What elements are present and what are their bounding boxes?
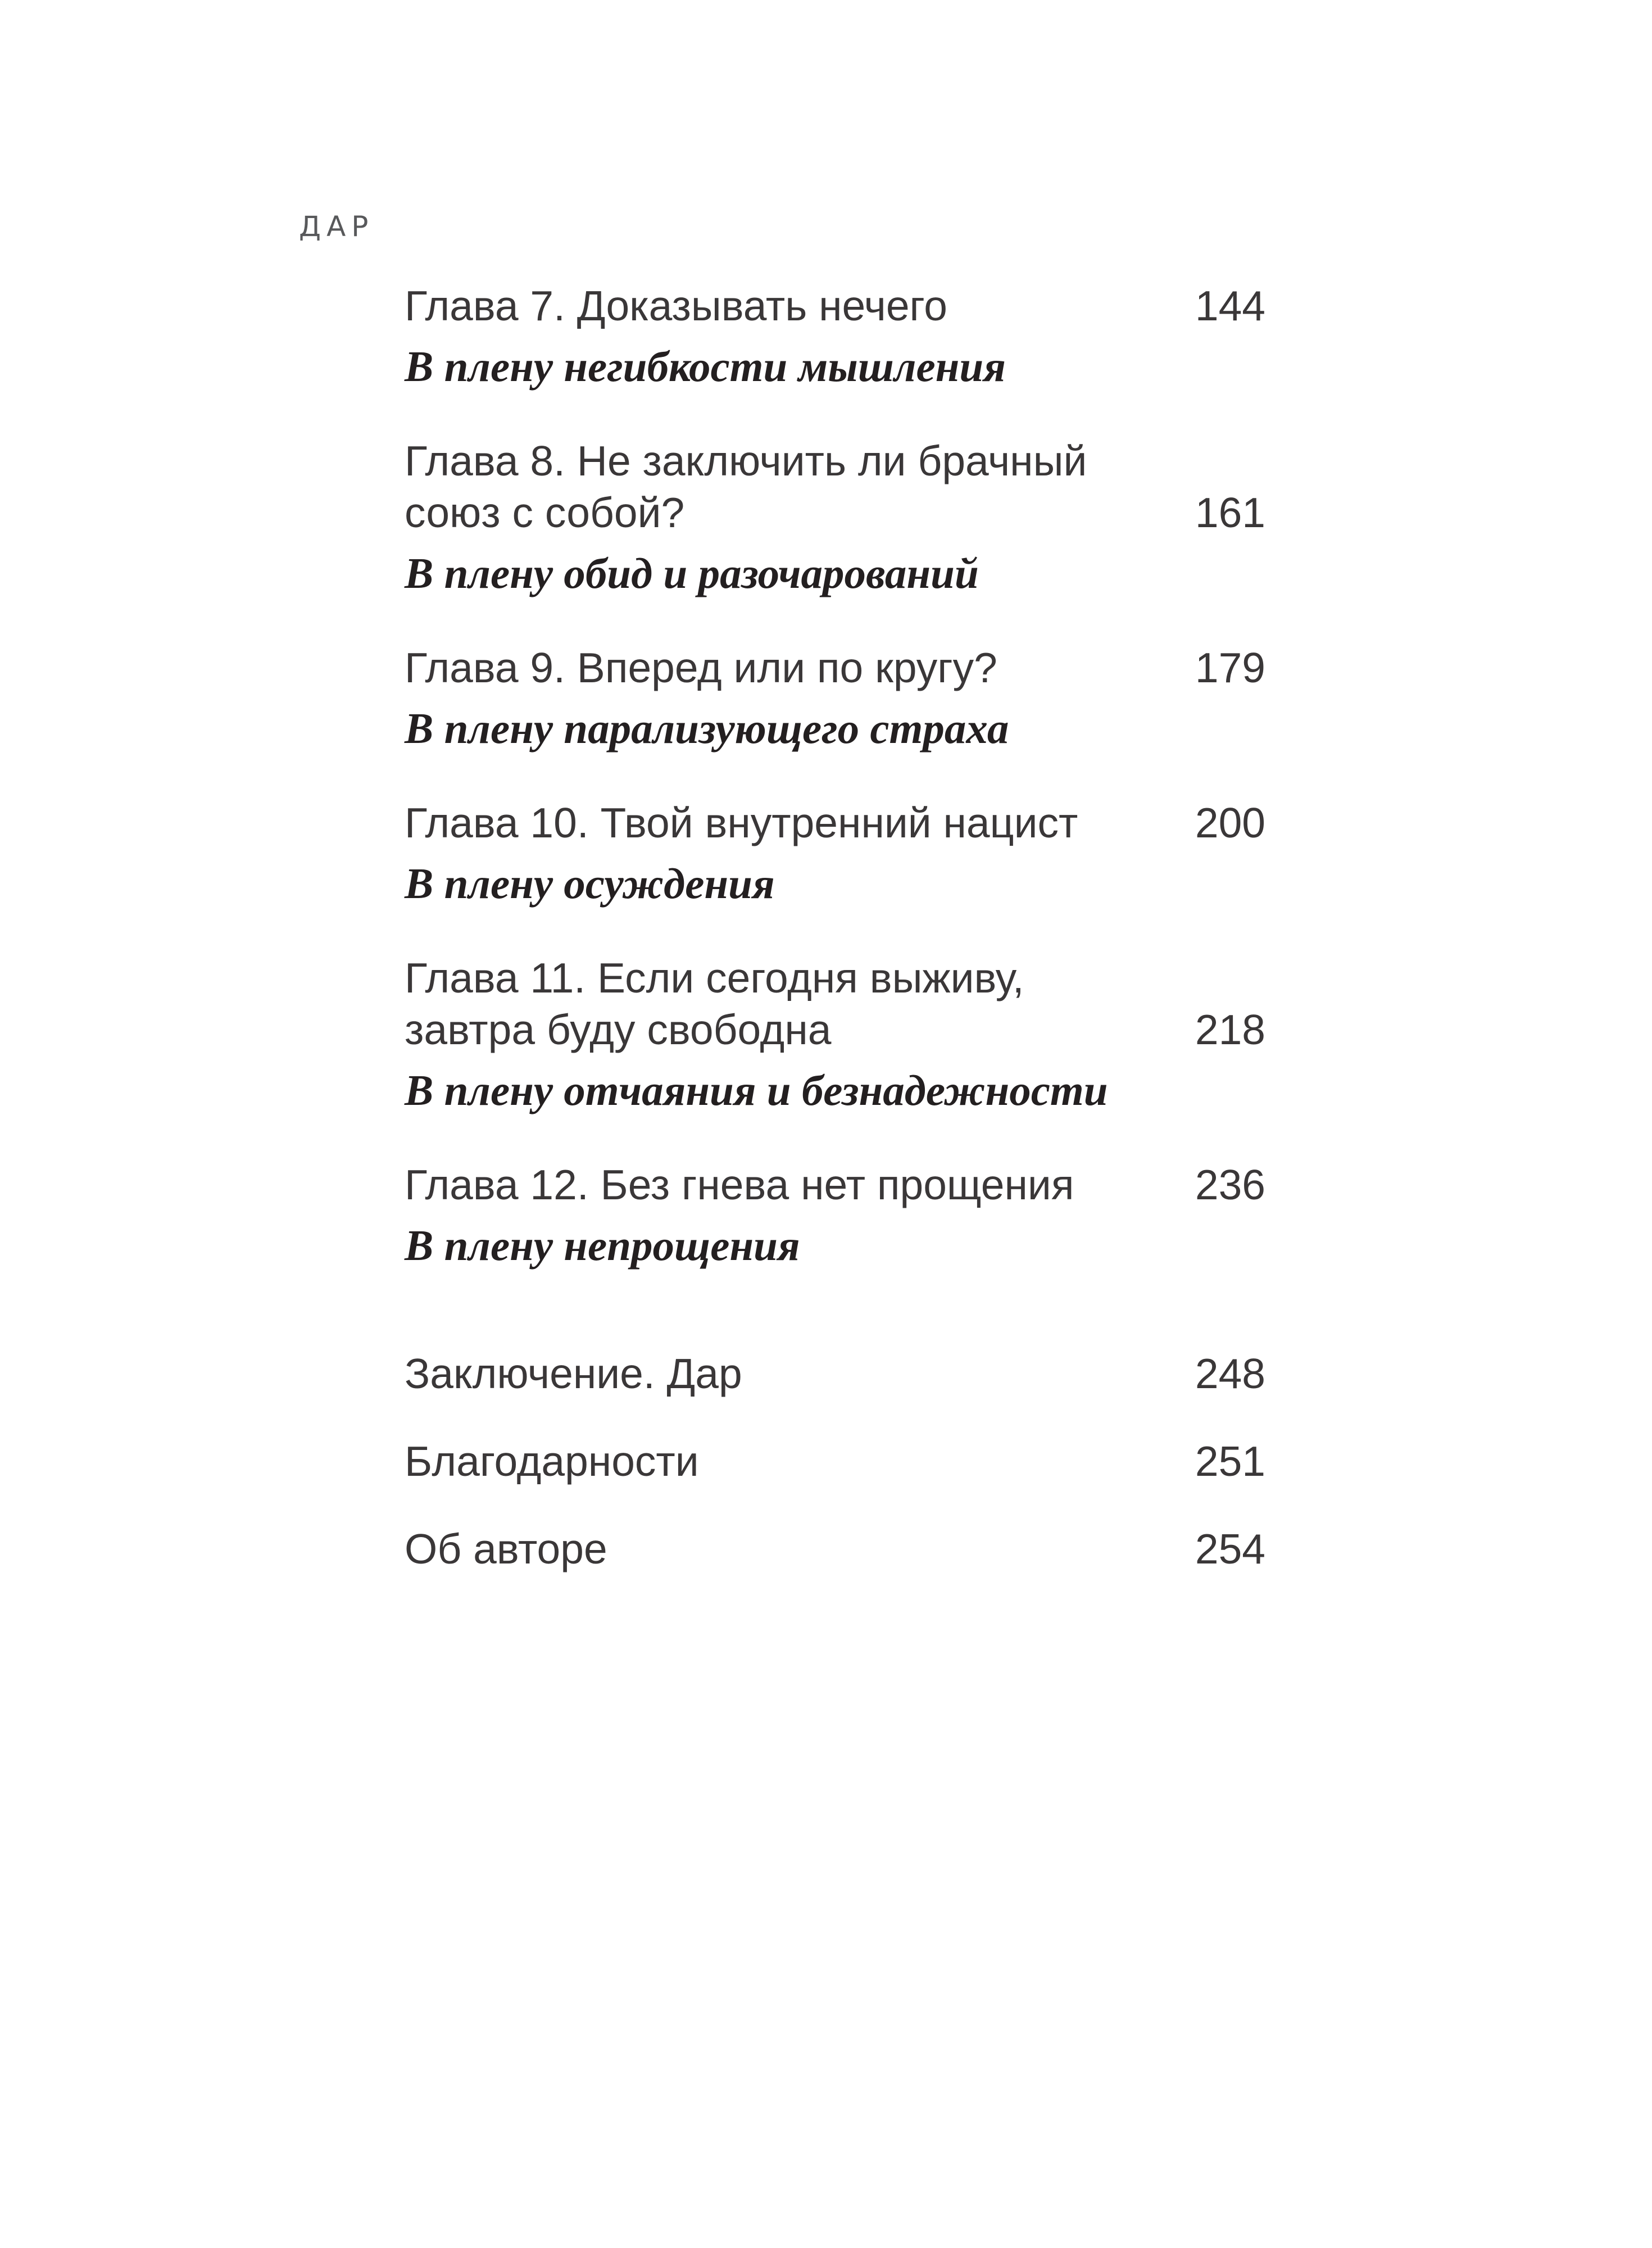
chapter-title: Глава 12. Без гнева нет прощения (405, 1161, 1074, 1208)
chapter-title: Глава 9. Вперед или по кругу? (405, 644, 997, 691)
toc-entry-acknowledgements[interactable] (405, 1435, 1265, 1487)
page-number: 218 (1195, 1006, 1265, 1053)
toc-entry-chapter-10[interactable] (405, 797, 1265, 909)
chapter-title: Глава 8. Не заключить ли брачный союз с собой? (405, 437, 1087, 536)
chapter-subtitle: В плену обид и разочарований (405, 549, 979, 597)
chapter-line (405, 1159, 1265, 1211)
page-number: 248 (1195, 1350, 1265, 1397)
chapter-line (405, 280, 1265, 332)
chapter-subtitle: В плену негибкости мышления (405, 342, 1006, 391)
toc-entry-chapter-12[interactable] (405, 1159, 1265, 1271)
toc-entry-chapter-9[interactable] (405, 642, 1265, 754)
back-matter (405, 1348, 1265, 1575)
page-number: 200 (1195, 799, 1265, 846)
chapter-subtitle: В плену непрощения (405, 1221, 800, 1270)
chapter-line (405, 435, 1265, 538)
chapter-title: Глава 11. Если сегодня выживу, завтра буду свободна (405, 954, 1024, 1053)
page-number: 179 (1195, 644, 1265, 691)
chapter-title: Глава 7. Доказывать нечего (405, 282, 947, 329)
entry-title: Об авторе (405, 1525, 607, 1572)
chapter-subtitle: В плену парализующего страха (405, 704, 1009, 753)
entry-title: Благодарности (405, 1438, 699, 1485)
chapter-line (405, 797, 1265, 849)
chapter-title: Глава 10. Твой внутренний нацист (405, 799, 1078, 846)
chapter-subtitle: В плену отчаяния и безнадежности (405, 1066, 1108, 1114)
table-of-contents (405, 280, 1265, 1575)
toc-entry-chapter-11[interactable] (405, 952, 1265, 1116)
page-number: 144 (1195, 282, 1265, 329)
page-number: 251 (1195, 1438, 1265, 1485)
chapter-line (405, 642, 1265, 694)
chapter-line (405, 952, 1265, 1055)
toc-entry-about-author[interactable] (405, 1523, 1265, 1575)
page-number: 254 (1195, 1525, 1265, 1572)
page-number: 236 (1195, 1161, 1265, 1208)
entry-title: Заключение. Дар (405, 1350, 742, 1397)
toc-entry-chapter-8[interactable] (405, 435, 1265, 599)
page-number: 161 (1195, 489, 1265, 536)
running-head: ДАР (299, 210, 374, 243)
toc-entry-chapter-7[interactable] (405, 280, 1265, 392)
toc-entry-conclusion[interactable] (405, 1348, 1265, 1399)
chapter-subtitle: В плену осуждения (405, 859, 775, 908)
